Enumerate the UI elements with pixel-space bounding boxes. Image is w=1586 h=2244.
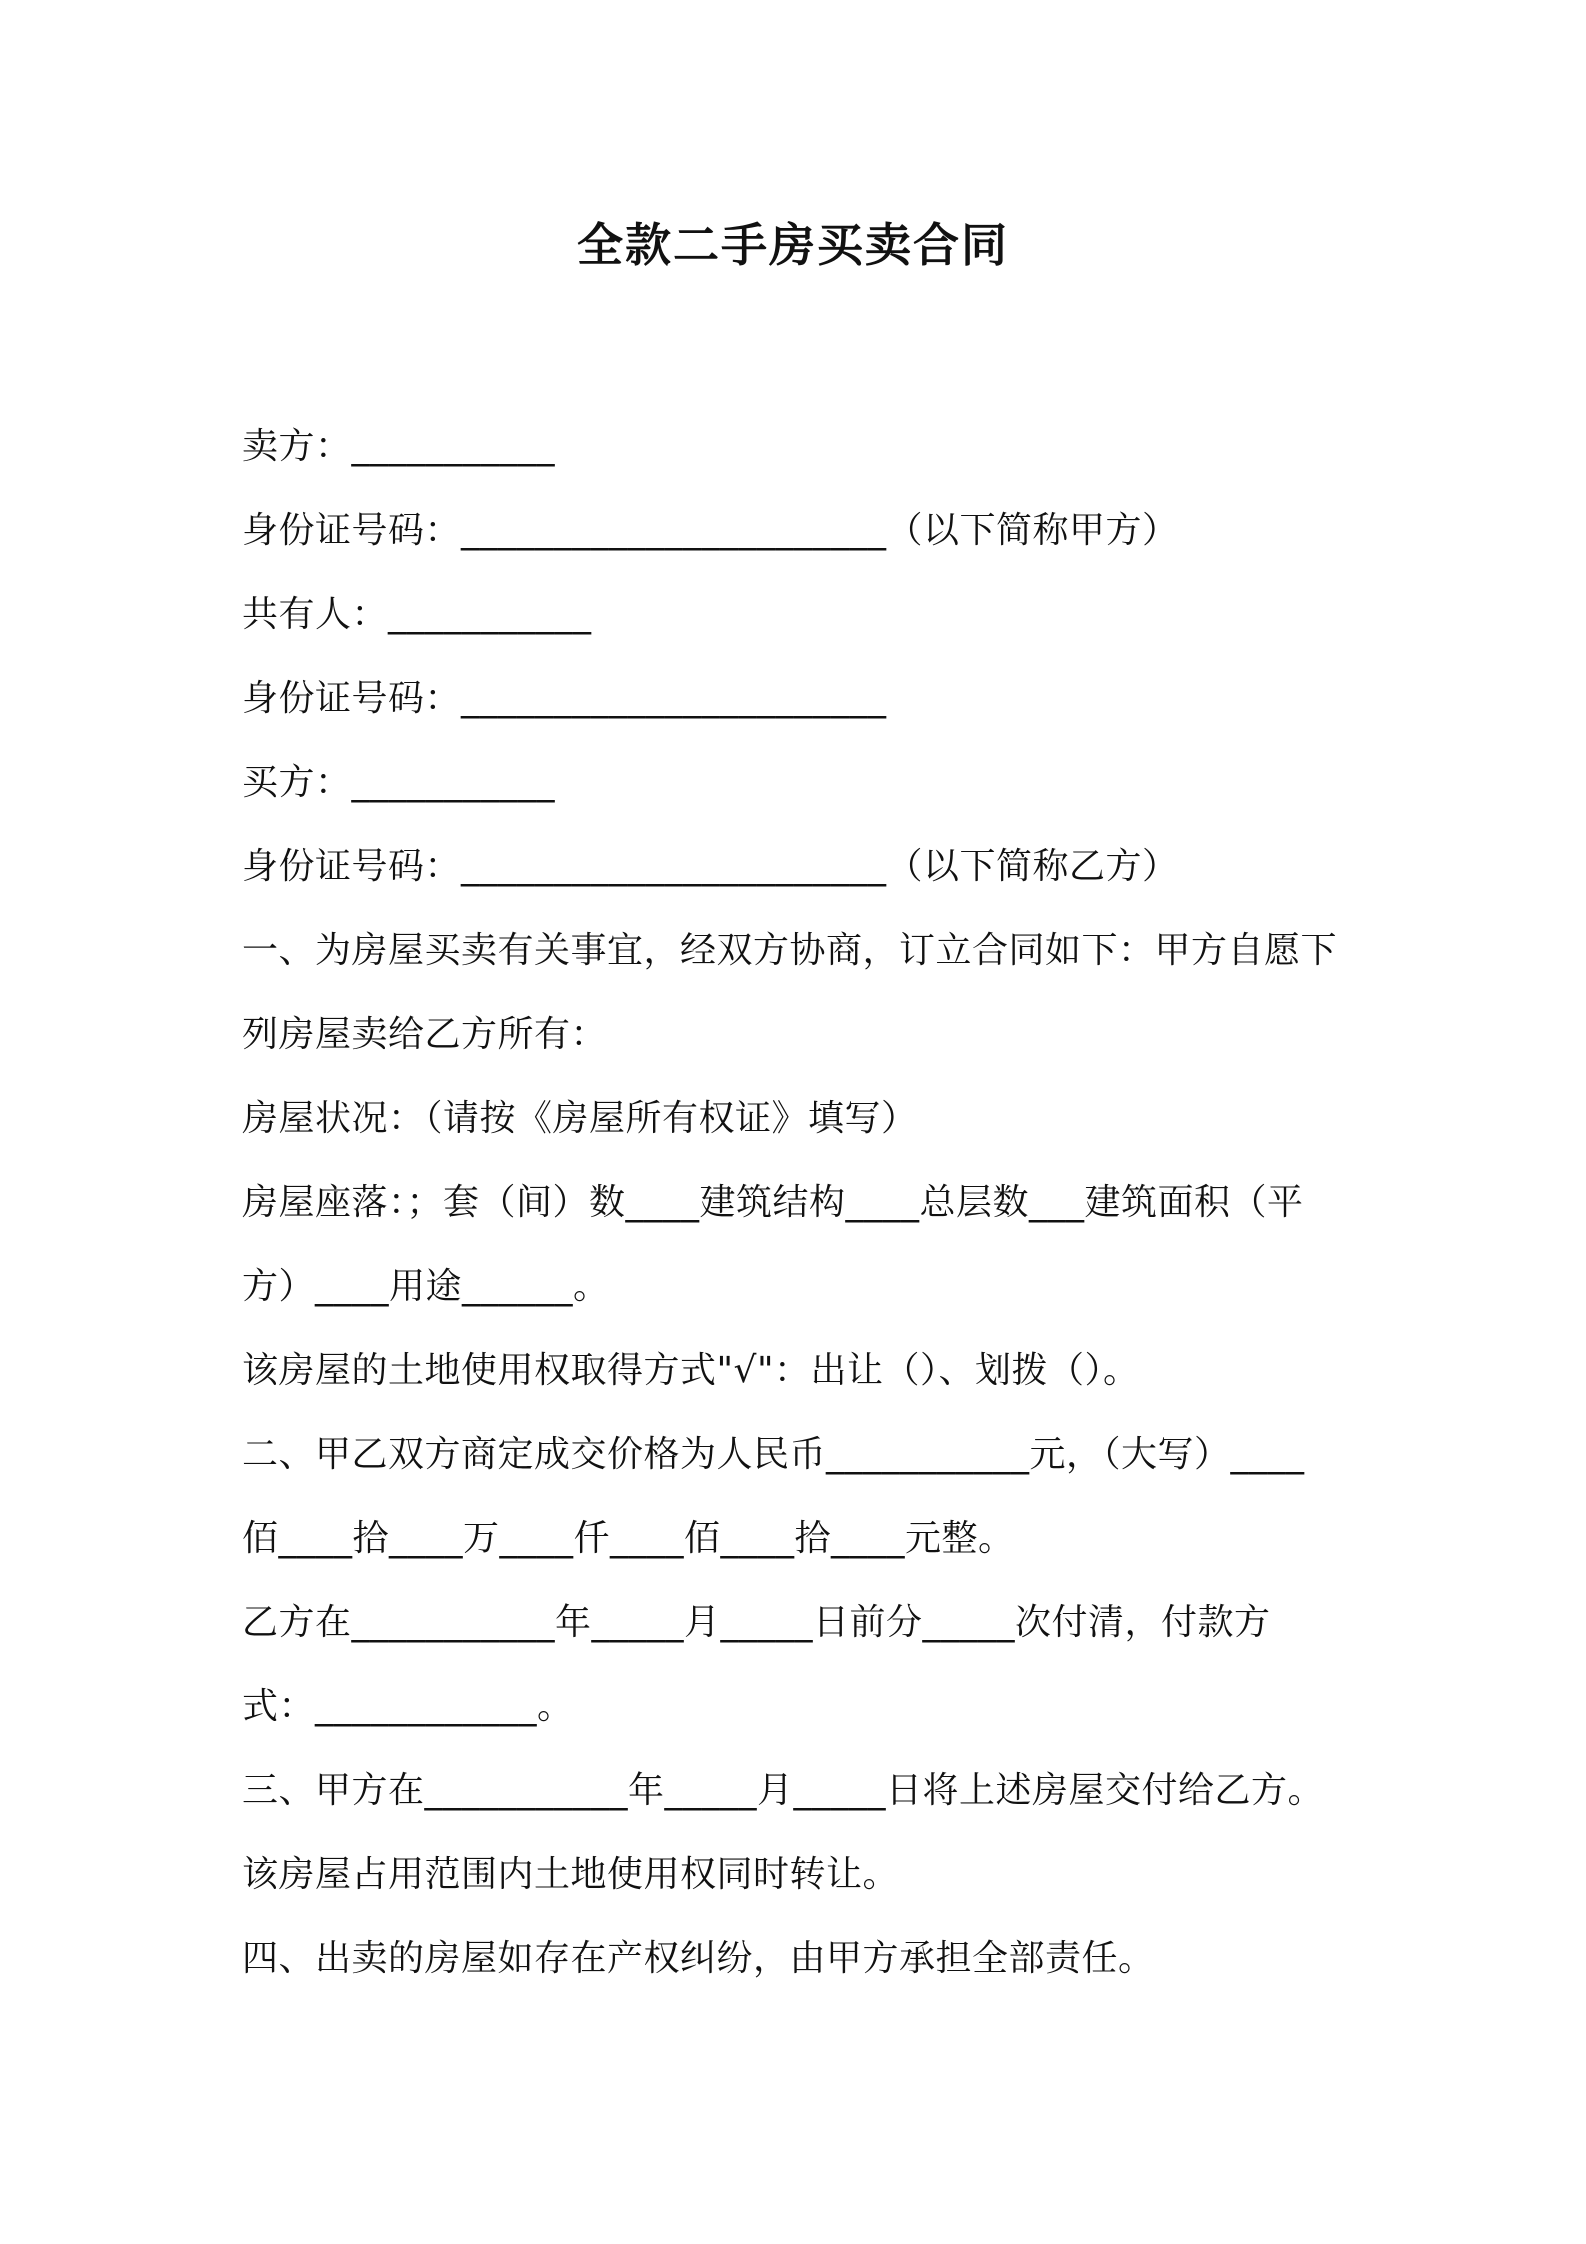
land-use-right-line: 该房屋的土地使用权取得方式"√"：出让（）、划拨（）。 [242, 1350, 1140, 1391]
house-status-line: 房屋状况：（请按《房屋所有权证》填写） [242, 1098, 918, 1139]
house-location-line-1: 房屋座落：；套（间）数____建筑结构____总层数___建筑面积（平 [242, 1182, 1304, 1223]
buyer-line: 买方：___________ [242, 762, 556, 803]
payment-line-2: 式：____________。 [242, 1686, 574, 1727]
clause-2-line-2: 佰____拾____万____仟____佰____拾____元整。 [242, 1518, 1015, 1559]
payment-line-1: 乙方在___________年_____月_____日前分_____次付清，付款方 [242, 1602, 1271, 1643]
buyer-id-line: 身份证号码：_______________________（以下简称乙方） [242, 846, 1179, 887]
seller-line: 卖方：___________ [242, 426, 556, 467]
document-title: 全款二手房买卖合同 [577, 218, 1009, 272]
co-owner-line: 共有人：___________ [242, 594, 592, 635]
seller-id-line: 身份证号码：_______________________（以下简称甲方） [242, 510, 1179, 551]
document-body [242, 405, 1372, 2001]
house-location-line-2: 方）____用途______。 [242, 1266, 610, 1307]
clause-1-line-1: 一、为房屋买卖有关事宜，经双方协商，订立合同如下：甲方自愿下 [242, 930, 1338, 971]
co-owner-id-line: 身份证号码：_______________________ [242, 678, 887, 719]
clause-3-line-1: 三、甲方在___________年_____月_____日将上述房屋交付给乙方。 [242, 1770, 1325, 1811]
clause-3-line-2: 该房屋占用范围内土地使用权同时转让。 [242, 1854, 900, 1895]
clause-4-line: 四、出卖的房屋如存在产权纠纷，由甲方承担全部责任。 [242, 1938, 1155, 1979]
clause-2-line-1: 二、甲乙双方商定成交价格为人民币___________元，（大写）____ [242, 1434, 1305, 1475]
clause-1-line-2: 列房屋卖给乙方所有： [242, 1014, 608, 1055]
